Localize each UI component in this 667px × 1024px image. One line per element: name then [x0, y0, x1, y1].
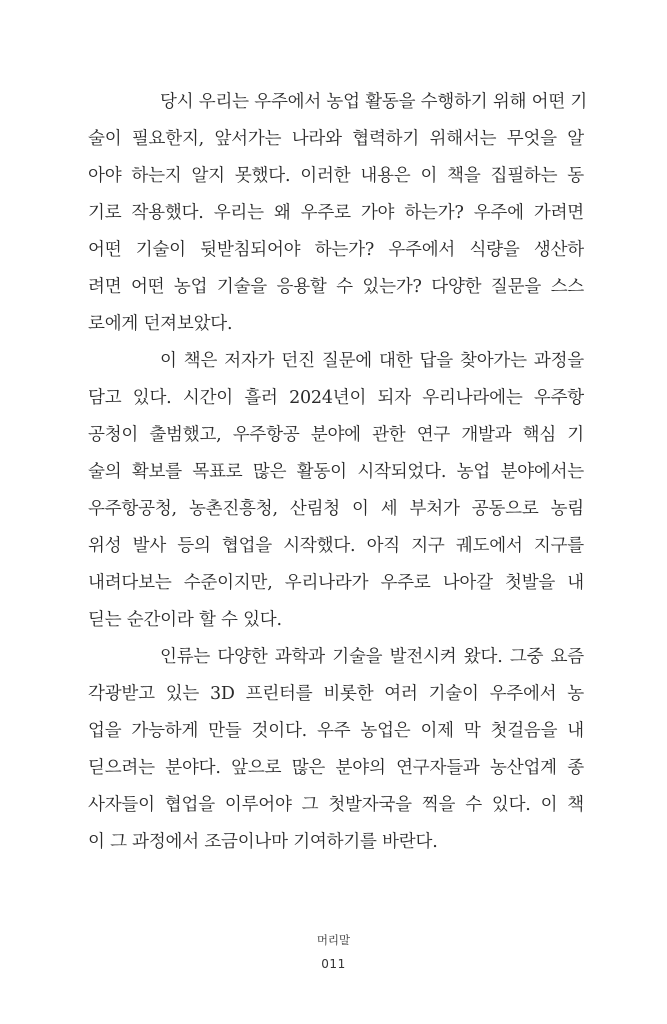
text-line: 내려다보는 수준이지만, 우리나라가 우주로 나아갈 첫발을 내 [88, 573, 584, 593]
text-line: 아야 하는지 알지 못했다. 이러한 내용은 이 책을 집필하는 동 [88, 166, 584, 186]
text-line: 담고 있다. 시간이 흘러 2024년이 되자 우리나라에는 우주항 [88, 388, 584, 408]
running-head: 머리말 [316, 933, 351, 947]
text-line: 이 그 과정에서 조금이나마 기여하기를 바란다. [88, 832, 438, 852]
text-line: 공청이 출범했고, 우주항공 분야에 관한 연구 개발과 핵심 기 [88, 425, 584, 445]
paragraph-1 [88, 84, 588, 343]
text-line: 당시 우리는 우주에서 농업 활동을 수행하기 위해 어떤 기 [160, 92, 588, 112]
text-line: 려면 어떤 농업 기술을 응용할 수 있는가? 다양한 질문을 스스 [88, 277, 584, 297]
page-number: 011 [321, 957, 346, 971]
body-text [88, 84, 588, 861]
text-line: 딛으려는 분야다. 앞으로 많은 분야의 연구자들과 농산업계 종 [88, 758, 584, 778]
text-line: 우주항공청, 농촌진흥청, 산림청 이 세 부처가 공동으로 농림 [88, 499, 584, 519]
text-line: 이 책은 저자가 던진 질문에 대한 답을 찾아가는 과정을 [160, 351, 584, 371]
text-line: 딛는 순간이라 할 수 있다. [88, 610, 282, 630]
text-line: 업을 가능하게 만들 것이다. 우주 농업은 이제 막 첫걸음을 내 [88, 721, 584, 741]
text-line: 인류는 다양한 과학과 기술을 발전시켜 왔다. 그중 요즘 [160, 647, 584, 667]
text-line: 술이 필요한지, 앞서가는 나라와 협력하기 위해서는 무엇을 알 [88, 129, 584, 149]
text-line: 각광받고 있는 3D 프린터를 비롯한 여러 기술이 우주에서 농 [88, 684, 584, 704]
text-line: 로에게 던져보았다. [88, 314, 233, 334]
text-line: 술의 확보를 목표로 많은 활동이 시작되었다. 농업 분야에서는 [88, 462, 584, 482]
text-line: 위성 발사 등의 협업을 시작했다. 아직 지구 궤도에서 지구를 [88, 536, 584, 556]
text-line: 사자들이 협업을 이루어야 그 첫발자국을 찍을 수 있다. 이 책 [88, 795, 584, 815]
text-line: 기로 작용했다. 우리는 왜 우주로 가야 하는가? 우주에 가려면 [88, 203, 584, 223]
text-line: 어떤 기술이 뒷받침되어야 하는가? 우주에서 식량을 생산하 [88, 240, 584, 260]
paragraph-2 [88, 343, 584, 639]
paragraph-3 [88, 639, 584, 861]
